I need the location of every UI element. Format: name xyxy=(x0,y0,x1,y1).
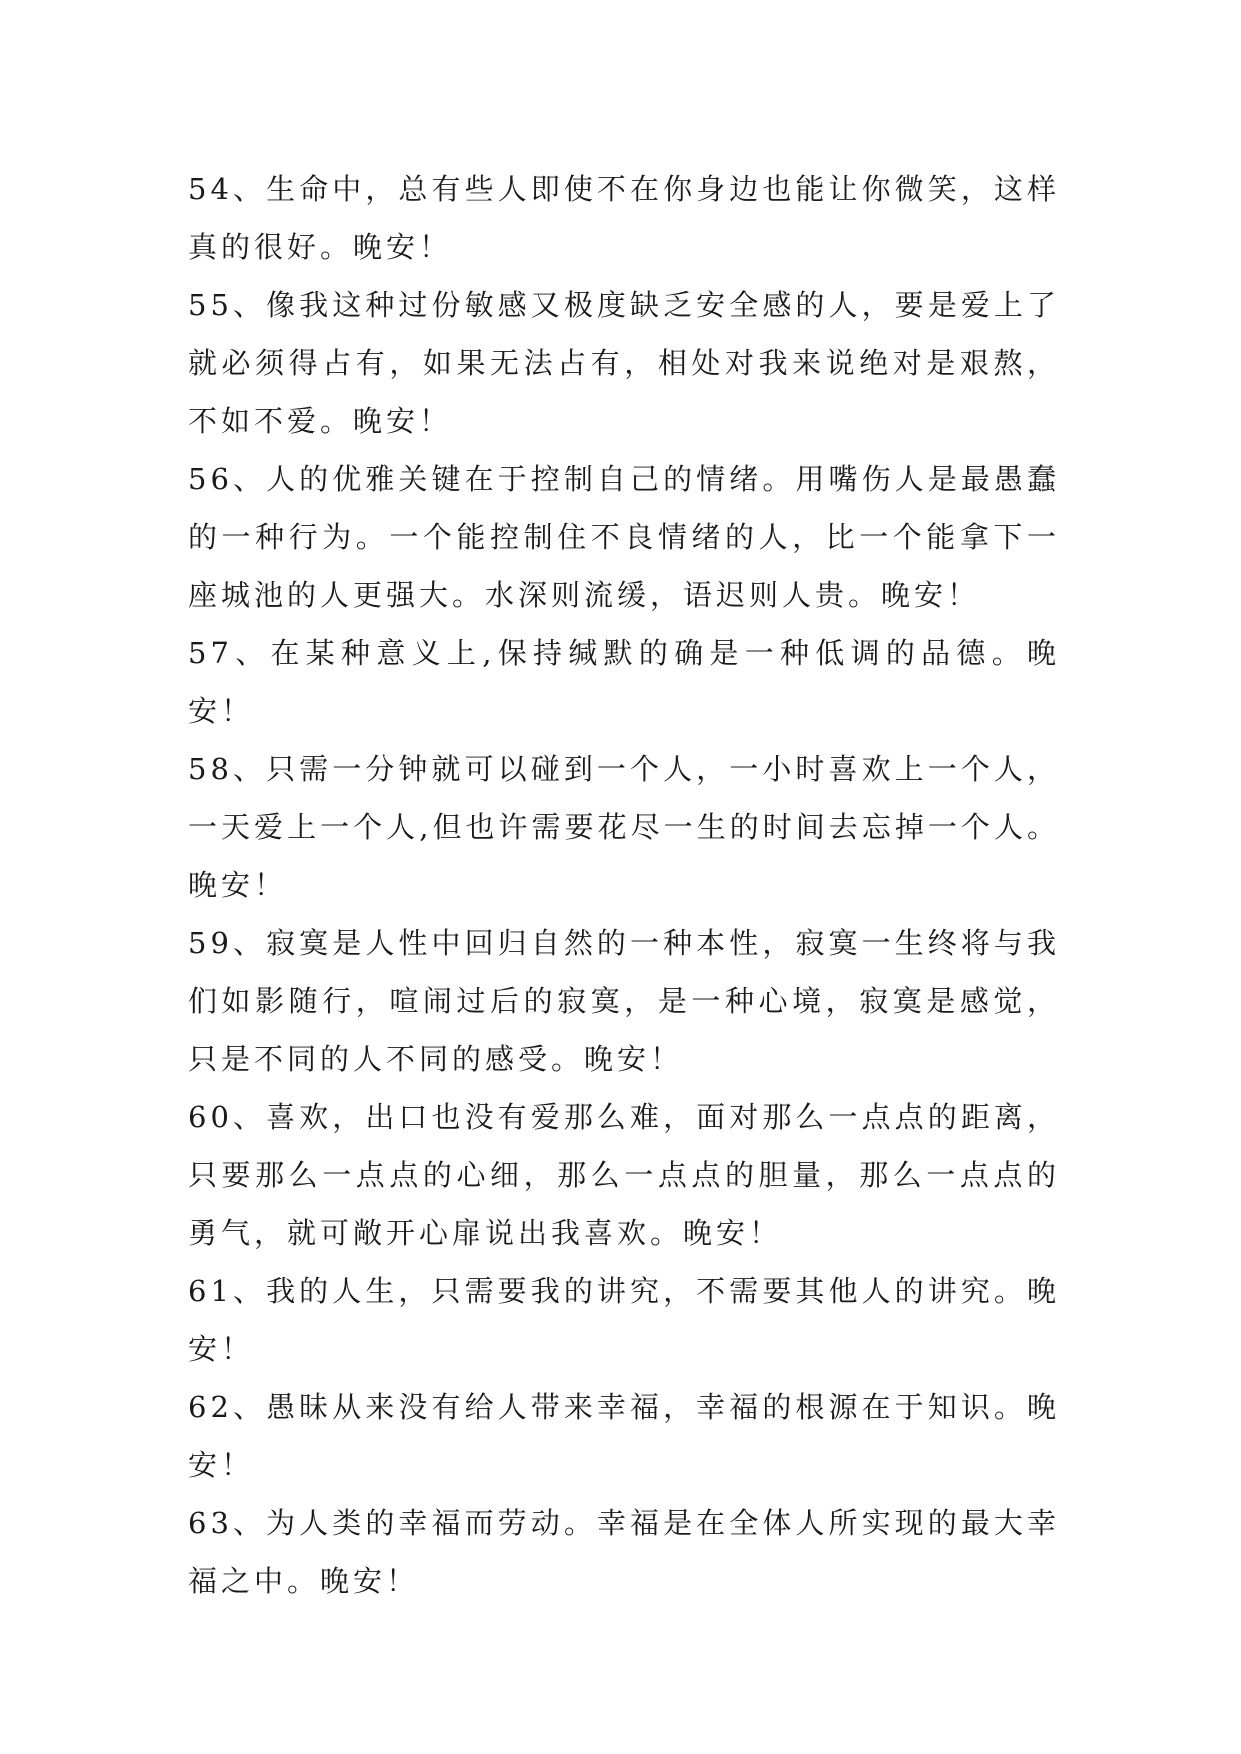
paragraph-61: 61、我的人生，只需要我的讲究，不需要其他人的讲究。晚安！ xyxy=(188,1274,1060,1366)
paragraph-63: 63、为人类的幸福而劳动。幸福是在全体人所实现的最大幸福之中。晚安！ xyxy=(188,1506,1060,1598)
paragraph-54: 54、生命中，总有些人即使不在你身边也能让你微笑，这样真的很好。晚安！ xyxy=(188,172,1060,264)
paragraph-62: 62、愚昧从来没有给人带来幸福，幸福的根源在于知识。晚安！ xyxy=(188,1390,1060,1482)
paragraph-58: 58、只需一分钟就可以碰到一个人，一小时喜欢上一个人，一天爱上一个人,但也许需要花尽一生的时间去忘掉一个人。晚安！ xyxy=(188,752,1060,902)
paragraph-57: 57、在某种意义上,保持缄默的确是一种低调的品德。晚安！ xyxy=(188,636,1060,728)
document-body xyxy=(188,160,1060,1610)
paragraph-60: 60、喜欢，出口也没有爱那么难，面对那么一点点的距离，只要那么一点点的心细，那么一点点的胆量，那么一点点的勇气，就可敞开心扉说出我喜欢。晚安！ xyxy=(188,1100,1060,1250)
paragraph-56: 56、人的优雅关键在于控制自己的情绪。用嘴伤人是最愚蠢的一种行为。一个能控制住不良情绪的人，比一个能拿下一座城池的人更强大。水深则流缓，语迟则人贵。晚安！ xyxy=(188,462,1060,612)
paragraph-55: 55、像我这种过份敏感又极度缺乏安全感的人，要是爱上了就必须得占有，如果无法占有，相处对我来说绝对是艰熬，不如不爱。晚安！ xyxy=(188,288,1060,438)
paragraph-59: 59、寂寞是人性中回归自然的一种本性，寂寞一生终将与我们如影随行，喧闹过后的寂寞，是一种心境，寂寞是感觉，只是不同的人不同的感受。晚安！ xyxy=(188,926,1060,1076)
